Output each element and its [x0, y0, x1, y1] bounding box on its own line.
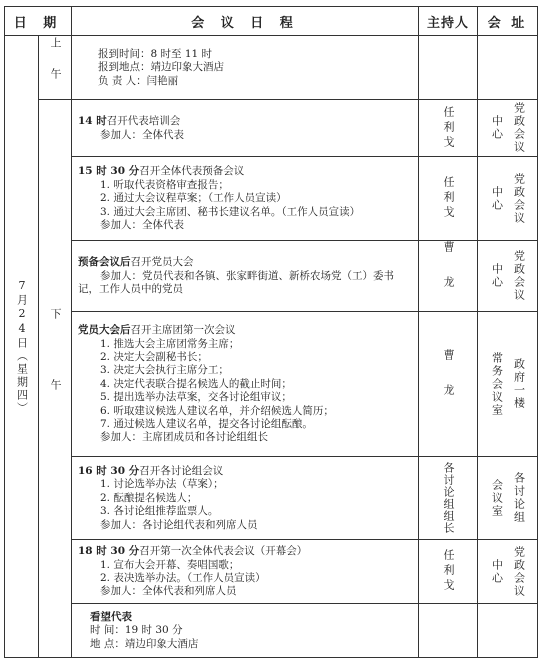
header-date: 日 期 — [5, 7, 72, 36]
host-cell-3 — [419, 241, 478, 312]
host-cell-4 — [419, 312, 478, 457]
agenda-cell-3 — [72, 241, 419, 312]
agenda-line: 3. 决定大会执行主席分工； — [100, 364, 229, 377]
agenda-line: 3. 各讨论组推荐监票人。 — [100, 505, 219, 518]
table-row — [5, 100, 538, 157]
agenda-time: 15 时 30 分 — [78, 165, 140, 178]
header-venue: 会 址 — [478, 7, 538, 36]
venue-cell-4 — [478, 312, 538, 457]
table-row — [5, 241, 538, 312]
venue-cell-7 — [478, 604, 538, 658]
agenda-line: 7. 通过候选人建议名单，提交各讨论组酝酿。 — [100, 418, 313, 431]
host-cell-5 — [419, 457, 478, 540]
host-cell-7 — [419, 604, 478, 658]
agenda-line: 参加人：全体代表 — [100, 219, 184, 232]
date-text: 7月24日（星期四） — [15, 278, 29, 415]
period-afternoon — [39, 100, 72, 658]
table-row — [5, 540, 538, 604]
agenda-line: 1. 讨论选举办法（草案）； — [100, 478, 224, 491]
agenda-line: 2. 决定大会副秘书长； — [100, 350, 208, 363]
venue-line: 党政会议 — [512, 250, 526, 302]
venue-line: 中心 — [490, 185, 504, 212]
table-row — [5, 457, 538, 540]
venue-cell-6 — [478, 540, 538, 604]
venue-cell-3 — [478, 241, 538, 312]
agenda-line: 报到时间：8 时至 11 时 — [98, 47, 213, 60]
agenda-cell-4 — [72, 312, 419, 457]
agenda-cell-1 — [72, 100, 419, 157]
agenda-line: 参加人：各讨论组代表和列席人员 — [100, 518, 258, 531]
venue-cell-2 — [478, 157, 538, 241]
agenda-title: 召开代表培训会 — [106, 115, 181, 128]
agenda-line: 2. 酝酿提名候选人； — [100, 491, 198, 504]
host-cell-0 — [419, 36, 478, 100]
date-cell — [5, 36, 39, 658]
agenda-line: 6. 听取建议候选人建议名单，并介绍候选人简历； — [100, 404, 334, 417]
agenda-line: 1. 宣布大会开幕、奏唱国歌； — [100, 558, 240, 571]
host-cell-1 — [419, 100, 478, 157]
agenda-line: 5. 提出选举办法草案，交各讨论组审议； — [100, 391, 292, 404]
agenda-time: 14 时 — [78, 115, 107, 128]
venue-cell-5 — [478, 457, 538, 540]
agenda-title: 召开党员大会 — [130, 256, 194, 269]
agenda-line: 2. 通过大会议程草案；（工作人员宣读） — [100, 192, 287, 205]
table-row — [5, 312, 538, 457]
venue-line: 各讨论组 — [512, 472, 526, 524]
venue-line: 中心 — [490, 558, 504, 585]
host-text: 曹龙 — [442, 349, 455, 419]
agenda-line: 3. 通过大会主席团、秘书长建议名单。（工作人员宣读） — [100, 205, 361, 218]
agenda-time: 18 时 30 分 — [78, 545, 140, 558]
agenda-cell-6 — [72, 540, 419, 604]
agenda-line: 时 间：19 时 30 分 — [90, 624, 183, 637]
agenda-line: 参加人：全体代表 — [100, 128, 184, 141]
agenda-line: 4. 决定代表联合提名候选人的截止时间； — [100, 377, 292, 390]
header-agenda: 会 议 日 程 — [72, 7, 419, 36]
agenda-cell-7 — [72, 604, 419, 658]
agenda-time: 16 时 30 分 — [78, 464, 140, 477]
agenda-cell-5 — [72, 457, 419, 540]
agenda-title: 看望代表 — [90, 610, 132, 623]
venue-cell-1 — [478, 100, 538, 157]
venue-line: 中心 — [490, 115, 504, 141]
schedule-table — [4, 6, 538, 658]
period-morning-text: 上午 — [49, 36, 62, 99]
agenda-line: 1. 推选大会主席团常务主席； — [100, 337, 240, 350]
agenda-line: 参加人：党员代表和各镇、张家畔街道、新桥农场党（工）委书记，工作人员中的党员 — [78, 269, 394, 296]
agenda-line: 参加人：主席团成员和各讨论组组长 — [100, 431, 268, 444]
venue-cell-0 — [478, 36, 538, 100]
host-text: 任利戈 — [442, 176, 455, 221]
agenda-line: 地 点：靖边印象大酒店 — [90, 637, 199, 650]
agenda-time: 党员大会后 — [78, 324, 131, 337]
header-row — [5, 7, 538, 36]
host-cell-2 — [419, 157, 478, 241]
agenda-line: 报到地点：靖边印象大酒店 — [98, 61, 224, 74]
agenda-time: 预备会议后 — [78, 256, 131, 269]
host-cell-6 — [419, 540, 478, 604]
venue-line: 党政会议 — [512, 102, 526, 154]
table-row — [5, 604, 538, 658]
venue-line: 政府一楼 — [512, 358, 526, 410]
host-text: 曹龙 — [442, 241, 455, 311]
header-host: 主持人 — [419, 7, 478, 36]
venue-line: 党政会议 — [512, 172, 526, 225]
agenda-title: 召开全体代表预备会议 — [139, 165, 245, 178]
period-morning — [39, 36, 72, 100]
period-afternoon-text: 下午 — [49, 307, 62, 450]
host-text: 任利戈 — [442, 549, 455, 594]
venue-line: 常务会议室 — [490, 351, 504, 417]
table-row — [5, 157, 538, 241]
agenda-cell-2 — [72, 157, 419, 241]
venue-line: 党政会议 — [512, 545, 526, 598]
agenda-cell-0 — [72, 36, 419, 100]
agenda-title: 召开主席团第一次会议 — [130, 324, 236, 337]
host-text: 任利戈 — [442, 105, 455, 151]
agenda-line: 负 责 人：闫艳丽 — [98, 74, 179, 87]
table-row — [5, 36, 538, 100]
agenda-title: 召开第一次全体代表会议（开幕会） — [139, 545, 308, 558]
venue-line: 中心 — [490, 263, 504, 289]
host-text: 各讨论组组长 — [442, 462, 455, 534]
agenda-line: 参加人：全体代表和列席人员 — [100, 585, 237, 598]
agenda-line: 1. 听取代表资格审查报告； — [100, 178, 229, 191]
venue-line: 会议室 — [490, 478, 504, 518]
agenda-line: 2. 表决选举办法。（工作人员宣读） — [100, 572, 266, 584]
agenda-title: 召开各讨论组会议 — [139, 464, 224, 477]
